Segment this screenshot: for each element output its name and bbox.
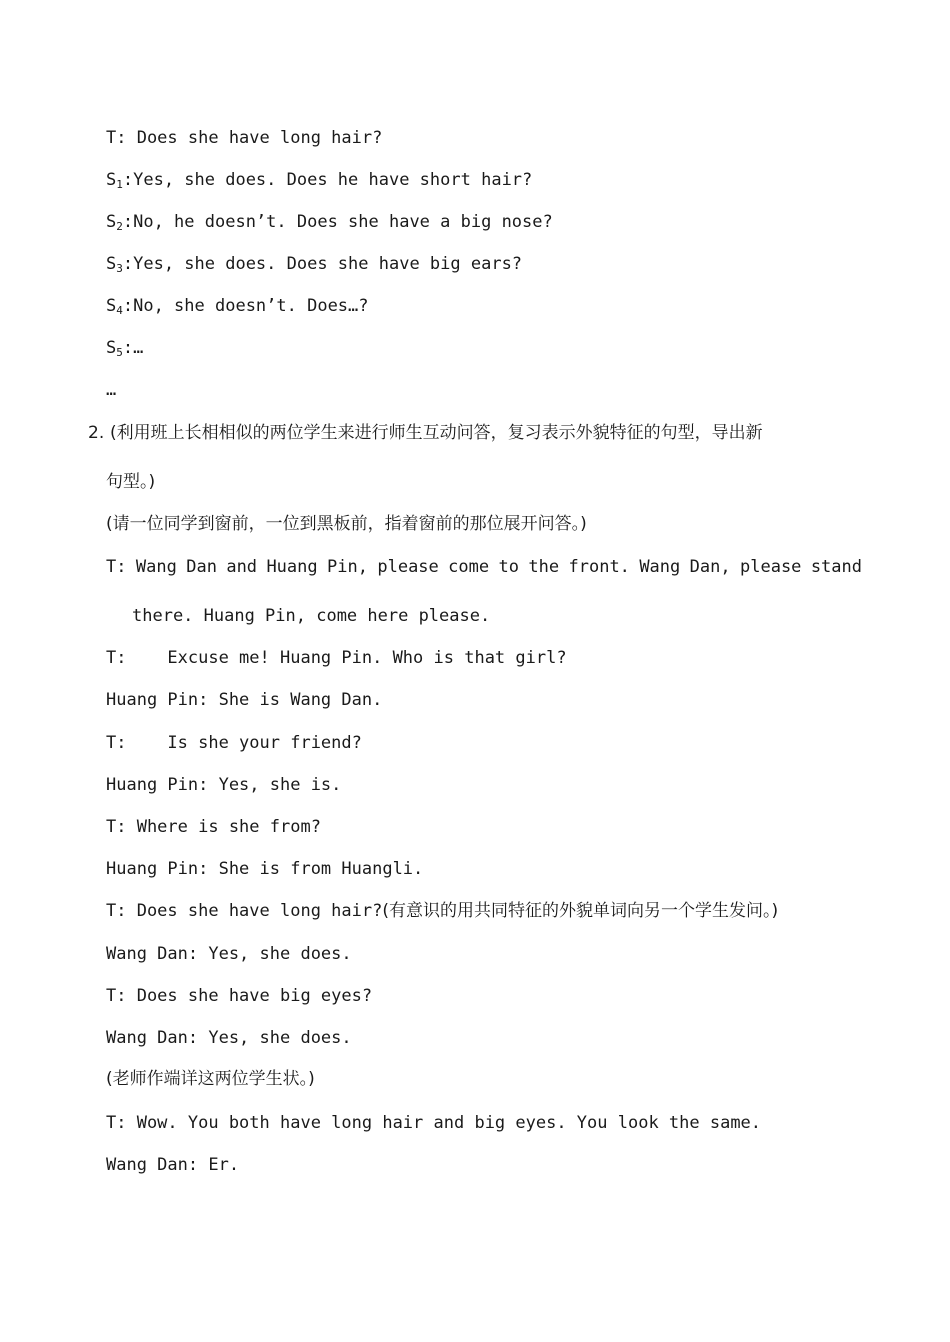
speaker-subscript: 2 xyxy=(116,220,123,233)
dialogue-text: :… xyxy=(122,338,144,358)
justified-word: and xyxy=(226,557,258,577)
justified-word: come xyxy=(448,557,490,577)
dialogue-line-huang-pin: Huang Pin: She is Wang Dan. xyxy=(106,690,383,710)
dialogue-text: :No, she doesn’t. Does…? xyxy=(122,296,369,316)
justified-word: Dan, xyxy=(689,557,731,577)
dialogue-line-teacher: T: Does she have big eyes? xyxy=(106,986,373,1006)
dialogue-line-teacher: T: Is she your friend? xyxy=(106,733,362,753)
justified-word: the xyxy=(528,557,560,577)
justified-word: please xyxy=(377,557,439,577)
justified-word: Wang xyxy=(135,557,177,577)
dialogue-line-teacher: T: Excuse me! Huang Pin. Who is that girl? xyxy=(106,648,567,668)
item-description-line-1: (利用班上长相相似的两位学生来进行师生互动问答，复习表示外貌特征的句型，导出新 xyxy=(110,423,763,443)
speaker-label: S xyxy=(106,170,117,190)
speaker-subscript: 5 xyxy=(116,346,123,359)
dialogue-line-wang-dan: Wang Dan: Yes, she does. xyxy=(106,1028,352,1048)
dialogue-line-student-4 xyxy=(106,296,369,321)
instruction-note: (老师作端详这两位学生状。) xyxy=(106,1069,315,1089)
dialogue-line-wang-dan: Wang Dan: Yes, she does. xyxy=(106,944,352,964)
speaker-subscript: 1 xyxy=(116,178,123,191)
justified-word: Dan xyxy=(186,557,217,577)
dialogue-line-huang-pin: Huang Pin: Yes, she is. xyxy=(106,775,342,795)
justified-word: please xyxy=(740,557,802,577)
dialogue-line-student-2 xyxy=(106,212,553,237)
justified-word: front. xyxy=(568,557,630,577)
dialogue-line-teacher xyxy=(106,901,778,921)
dialogue-line-student-5 xyxy=(106,338,143,363)
justified-word: Wang xyxy=(639,557,681,577)
speaker-label: S xyxy=(106,296,117,316)
teacher-call-line xyxy=(106,557,862,577)
dialogue-line-wang-dan: Wang Dan: Er. xyxy=(106,1155,240,1175)
dialogue-line-teacher: T: Where is she from? xyxy=(106,817,321,837)
dialogue-text: :No, he doesn’t. Does she have a big nose? xyxy=(122,212,553,232)
dialogue-text: :Yes, she does. Does he have short hair? xyxy=(122,170,533,190)
justified-word: T: xyxy=(106,557,127,577)
dialogue-line-student-3 xyxy=(106,254,522,279)
item-number: 2. xyxy=(88,423,105,443)
speaker-label: S xyxy=(106,254,117,274)
speaker-subscript: 4 xyxy=(116,304,123,317)
item-description-line-2: 句型。) xyxy=(106,472,156,492)
teacher-call-continuation: there. Huang Pin, come here please. xyxy=(132,606,491,626)
instruction-note: (请一位同学到窗前，一位到黑板前，指着窗前的那位展开问答。) xyxy=(106,514,587,534)
stage-direction: (有意识的用共同特征的外貌单词向另一个学生发问。) xyxy=(382,901,779,921)
justified-word: to xyxy=(498,557,519,577)
ellipsis-line: … xyxy=(106,380,117,400)
justified-word: Pin, xyxy=(327,557,368,577)
dialogue-text: T: Does she have long hair? xyxy=(106,901,383,921)
dialogue-line-huang-pin: Huang Pin: She is from Huangli. xyxy=(106,859,424,879)
dialogue-text: :Yes, she does. Does she have big ears? xyxy=(122,254,523,274)
speaker-label: S xyxy=(106,338,117,358)
justified-word: stand xyxy=(810,557,862,577)
dialogue-line-teacher: T: Wow. You both have long hair and big eyes. You look the same. xyxy=(106,1113,762,1133)
dialogue-line-teacher: T: Does she have long hair? xyxy=(106,128,383,148)
dialogue-line-student-1 xyxy=(106,170,532,195)
speaker-subscript: 3 xyxy=(116,262,123,275)
speaker-label: S xyxy=(106,212,117,232)
justified-word: Huang xyxy=(266,557,318,577)
